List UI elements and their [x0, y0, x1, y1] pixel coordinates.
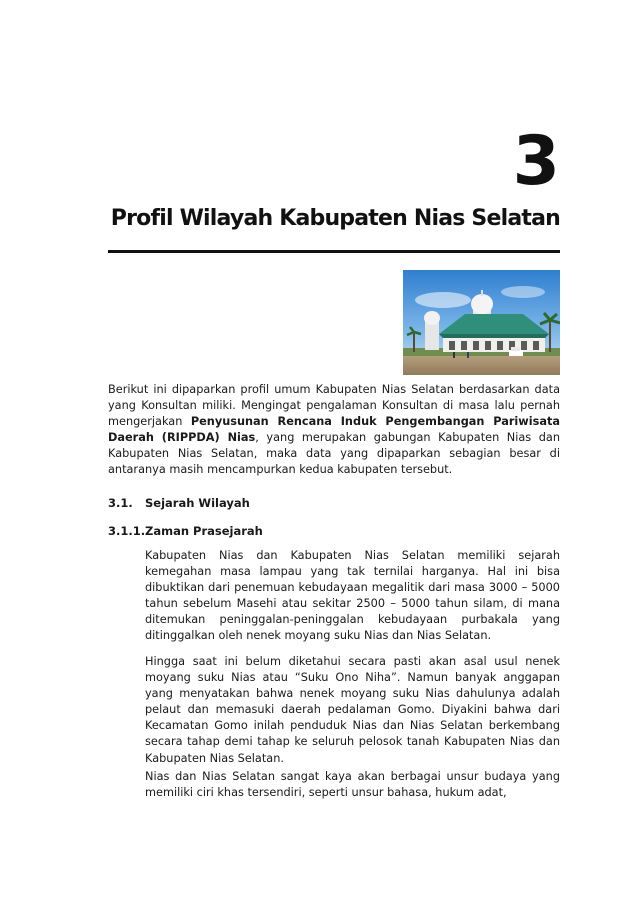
paragraph-asal-usul: Hingga saat ini belum diketahui secara pasti akan asal usul nenek moyang suku Nias atau “Suku Ono Niha”. Namun banyak anggapan yang menyatakan bahwa nenek moyang suku Nias dahulunya adalah pelaut dan memasuki daerah pedalaman Gomo. Diyakini bahwa dari Kecamatan Gomo inilah penduduk Nias dan Nias Selatan berkembang secara tahap demi tahap ke seluruh pelosok tanah Kabupaten Nias dan Kabupaten Nias Selatan. — [145, 655, 560, 765]
chapter-number: 3 — [512, 122, 560, 201]
section-title: Sejarah Wilayah — [145, 496, 250, 510]
section-heading-sejarah — [108, 496, 250, 510]
paragraph-megalitik: Kabupaten Nias dan Kabupaten Nias Selatan memiliki sejarah kemegahan masa lampau yang tak ternilai harganya. Hal ini bisa dibuktikan dari penemuan kebudayaan megalitik dari masa 3000 – 5000 tahun sebelum Masehi atau sekitar 2500 – 5000 tahun silam, di mana ditemukan peninggalan-peninggalan kebudayaan purbakala yang ditinggalkan oleh nenek moyang suku Nias dan Nias Selatan. — [145, 549, 560, 643]
subsection-heading-prasejarah — [108, 524, 263, 538]
mosque-photo-icon — [403, 270, 560, 375]
title-divider — [108, 250, 560, 253]
intro-paragraph — [108, 382, 560, 479]
intro-text-2: , yang merupakan gabungan Kabupaten Nias dan Kabupaten Nias Selatan, maka data yang dipaparkan sebagian besar di antaranya masih mencampurkan kedua kabupaten tersebut. — [108, 431, 560, 477]
subsection-number: 3.1.1. — [108, 524, 146, 538]
intro-bold-term: Penyusunan Rencana Induk Pengembangan Pariwisata Daerah (RIPPDA) Nias — [108, 415, 560, 445]
intro-text-1: Berikut ini dipaparkan profil umum Kabupaten Nias Selatan berdasarkan data yang Konsultan miliki. Mengingat pengalaman Konsultan di masa lalu pernah mengerjakan — [108, 383, 560, 429]
mosque-photo — [403, 270, 560, 375]
paragraph-budaya: Nias dan Nias Selatan sangat kaya akan berbagai unsur budaya yang memiliki ciri khas tersendiri, seperti unsur bahasa, hukum adat, — [145, 770, 560, 800]
chapter-title: Profil Wilayah Kabupaten Nias Selatan — [110, 206, 560, 231]
section-number: 3.1. — [108, 496, 133, 510]
subsection-title: Zaman Prasejarah — [145, 524, 263, 538]
